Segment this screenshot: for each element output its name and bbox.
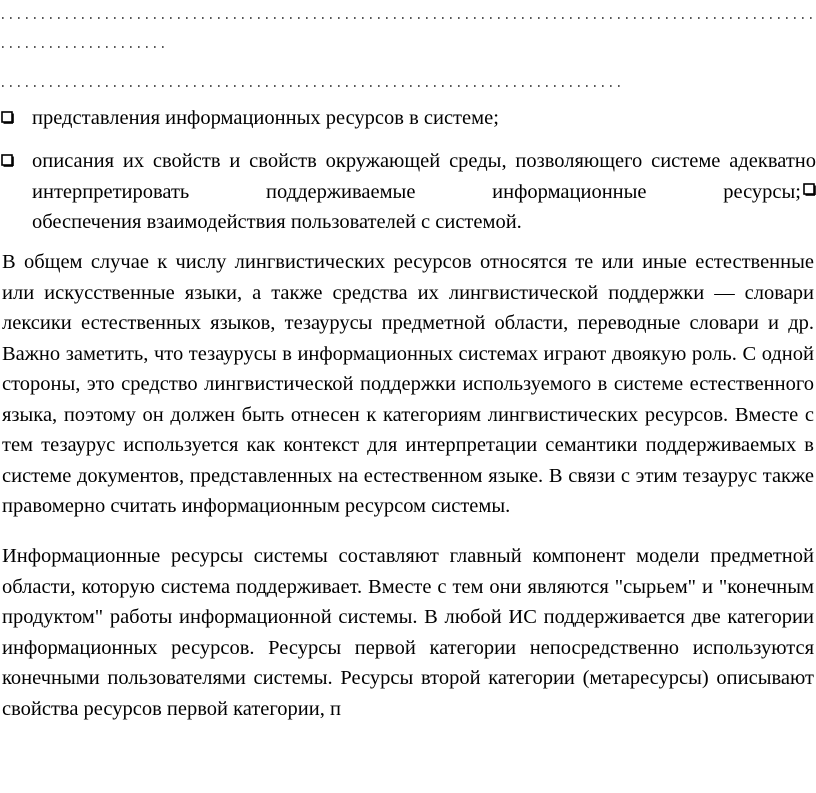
- faded-text-line-2: [2, 43, 170, 51]
- list-item-text: обеспечения взаимодействия пользователей с системой.: [32, 211, 522, 233]
- list-item: [0, 146, 816, 238]
- list-item: [0, 103, 816, 133]
- paragraph-information-resources: Информационные ресурсы системы составляют главный компонент модели предметной области, которую система поддерживает. Вместе с тем они являются "сырьем" и "конечным продуктом" работы информационной системы. В любой ИС поддерживается две категории информационных ресурсов. Ресурсы первой категории непосредственно используются конечными пользователями системы. Ресурсы второй категории (метаресурсы) описывают свойства ресурсов первой категории, п: [2, 545, 814, 720]
- checkbox-bullet-icon: [1, 154, 14, 167]
- checkbox-bullet-icon: [1, 111, 14, 124]
- list-item-text: представления информационных ресурсов в системе;: [32, 107, 499, 129]
- bullet-list: [0, 103, 816, 238]
- checkbox-bullet-icon: [803, 183, 816, 196]
- faded-text-line-1: [2, 14, 814, 22]
- list-item-text: описания их свойств и свойств окружающей среды, позволяющего системе адекватно интерпретировать поддерживаемые информационные ресурсы;: [32, 150, 816, 203]
- faded-text-line-3: [2, 82, 620, 90]
- paragraph-linguistic-resources: В общем случае к числу лингвистических ресурсов относятся те или иные естественные или искусственные языки, а также средства их лингвистической поддержки — словари лексики естественных языков, тезаурусы предметной области, переводные словари и др. Важно заметить, что тезаурусы в информационных системах играют двоякую роль. С одной стороны, это средство лингвистической поддержки используемого в системе естественного языка, поэтому он должен быть отнесен к категориям лингвистических ресурсов. Вместе с тем тезаурус используется как контекст для интерпретации семантики поддерживаемых в системе документов, представленных на естественном языке. В связи с этим тезаурус также правомерно считать информационным ресурсом системы.: [2, 251, 814, 517]
